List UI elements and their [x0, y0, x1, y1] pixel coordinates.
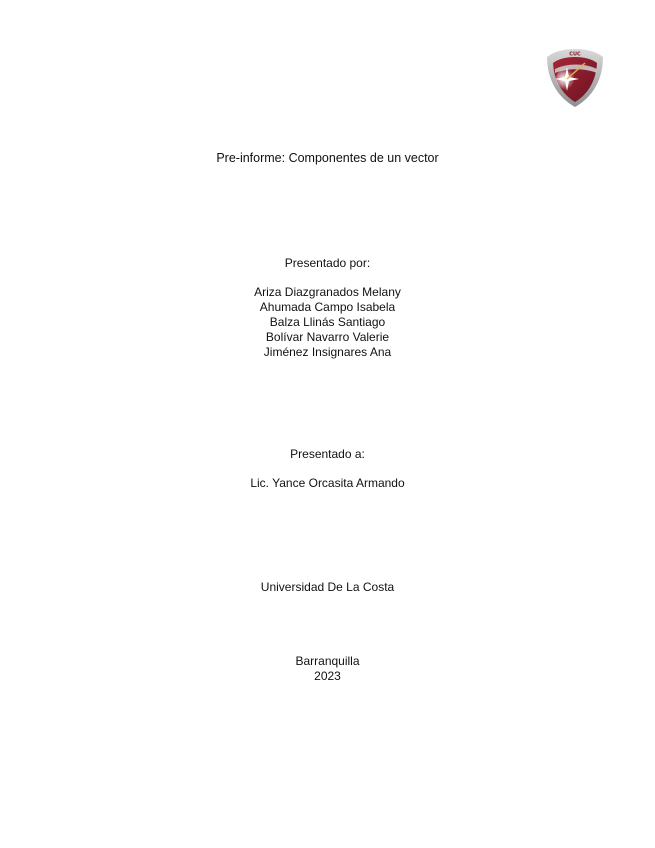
author-name: Balza Llinás Santiago [269, 315, 386, 329]
author-name: Ahumada Campo Isabela [259, 300, 396, 314]
document-title: Pre-informe: Componentes de un vector [216, 151, 439, 165]
year: 2023 [314, 669, 341, 683]
presented-to-label: Presentado a: [290, 447, 365, 461]
city-name: Barranquilla [295, 654, 360, 668]
author-list [0, 285, 655, 360]
university-name: Universidad De La Costa [260, 580, 395, 594]
author-name: Jiménez Insignares Ana [263, 345, 392, 359]
svg-text:CUC: CUC [569, 51, 581, 58]
professor-name: Lic. Yance Orcasita Armando [250, 476, 405, 490]
author-name: Bolívar Navarro Valerie [265, 330, 390, 344]
author-name: Ariza Diazgranados Melany [254, 285, 401, 299]
presented-by-label: Presentado por: [284, 256, 371, 270]
university-logo-icon [545, 47, 605, 109]
